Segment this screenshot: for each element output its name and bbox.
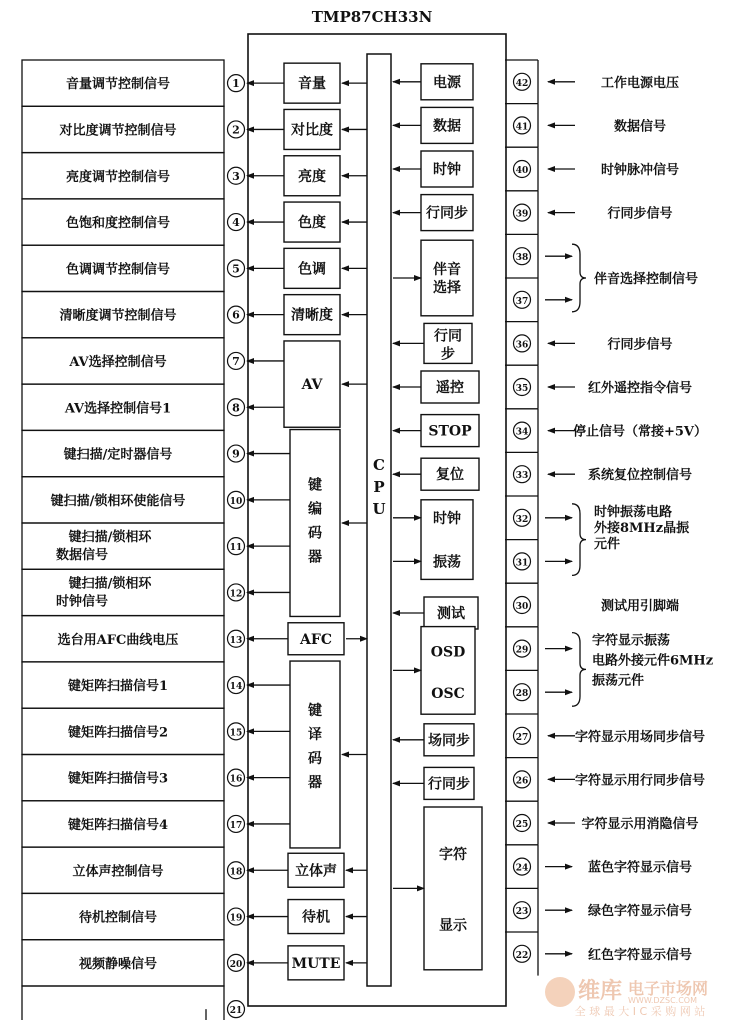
pin-number-31 [514,553,531,570]
block-stereo-label: 立体声 [295,863,337,880]
cpu-bus [367,54,391,986]
pin-number-35-number: 35 [515,384,529,394]
pin-number-36 [514,335,531,352]
group-label-29-28-line3: 振荡元件 [592,673,645,689]
pin-number-34-number: 34 [515,427,529,438]
block-key-decoder-char: 译 [308,727,322,744]
pin-number-36-number: 36 [515,340,529,351]
block-av-label: AV [301,377,323,394]
pin-number-24-number: 24 [515,863,529,874]
left-pin-21 [22,986,245,1020]
watermark-logo-icon [545,977,575,1007]
pin-label-line2: 时钟信号 [55,594,109,610]
chip-name: TMP87CH33N [311,8,433,26]
pin-number-42 [514,73,531,90]
pin-label: 立体声控制信号 [72,864,164,880]
pin-label: 红色字符显示信号 [587,947,693,963]
pin-number-39-number: 39 [515,209,529,220]
right-pin-37 [505,278,572,322]
right-pin-40 [505,147,679,191]
block-key-encoder-char: 码 [308,525,322,542]
pin-number-41-number: 41 [515,122,529,133]
pin-number-16 [228,769,245,786]
pin-number-11 [228,538,245,555]
pin-number-4-number: 4 [232,216,240,230]
pin-number-14 [228,677,245,694]
pin-number-2 [228,121,245,138]
brace-38-37 [572,244,586,312]
block-saturation-label: 色度 [298,215,326,232]
pin-label: 清晰度调节控制信号 [59,308,177,324]
block-sharpness-label: 清晰度 [291,307,333,324]
left-pin-13 [22,616,290,662]
block-brightness-label: 亮度 [298,168,326,185]
pin-number-26 [514,771,531,788]
pin-number-7-number: 7 [232,354,240,368]
pin-label: 字符显示用消隐信号 [581,817,699,832]
pin-number-38 [514,248,531,265]
left-pin-2 [22,106,290,152]
pin-label: 行同步信号 [607,206,673,222]
pin-label: 键矩阵扫描信号2 [67,725,169,741]
right-pin-25 [505,801,699,845]
pin-label: 键扫描/锁相环 [68,530,152,546]
block-char-display-line1: 字符 [439,847,467,863]
right-pin-23 [505,888,692,932]
pin-label: 音量调节控制信号 [65,77,171,93]
pin-number-3-number: 3 [232,169,240,183]
right-pin-31 [505,540,572,584]
pin-label: 行同步信号 [607,337,673,353]
block-hsync1-label: 行同步 [426,205,468,222]
block-test-label: 测试 [437,606,465,622]
pin-number-40-number: 40 [515,166,529,176]
block-hue-label: 色调 [298,261,326,278]
pin-number-10 [228,491,245,508]
pin-label: 时钟脉冲信号 [600,163,680,178]
right-pin-35 [505,365,692,409]
pin-label: AV选择控制信号1 [64,401,172,417]
left-pin-14 [22,662,290,708]
pin-label: 测试用引脚端 [600,599,680,614]
pin-number-28-number: 28 [515,689,529,700]
pin-label: 字符显示用行同步信号 [574,773,706,789]
block-audio-select-line1: 伴音 [433,262,461,278]
pin-number-9 [228,445,245,462]
block-hsync2-line1: 行同 [434,328,462,345]
pin-label: 视频静噪信号 [78,956,158,972]
pin-number-42-number: 42 [515,78,529,89]
block-char-display-line2: 显示 [439,917,467,934]
block-afc-label: AFC [300,631,332,648]
pin-label: 选台用AFC曲线电压 [57,632,179,648]
pin-number-19 [228,908,245,925]
block-mute-label: MUTE [291,955,341,972]
left-pin-10 [22,477,290,523]
right-pin-24 [505,845,692,889]
pin-number-25 [514,815,531,832]
pin-number-21 [228,1001,245,1018]
cpu-label-u: U [372,500,386,518]
left-pin-5 [22,245,290,291]
block-key-encoder [290,430,340,617]
block-key-decoder-char: 键 [308,703,322,720]
pin-label: 键扫描/锁相环 [68,576,152,592]
pin-number-4 [228,214,245,231]
right-pin-30 [505,583,679,627]
block-oscillator-line1: 时钟 [433,510,461,527]
pin-number-25-number: 25 [515,820,529,830]
left-pin-12 [22,569,290,615]
group-label-38-37: 伴音选择控制信号 [594,272,699,287]
left-pin-1 [22,60,290,106]
pin-number-29-number: 29 [515,645,529,656]
left-pin-8 [22,384,290,430]
block-osc-label: OSC [431,686,465,703]
pin-number-41 [514,117,531,134]
pin-number-37-number: 37 [515,296,529,307]
cpu-label-c: C [373,456,385,474]
pin-number-28 [514,684,531,701]
pin-number-15 [228,723,245,740]
block-standby-label: 待机 [302,909,330,926]
group-label-29-28-line2: 电路外接元件6MHz [592,653,714,669]
block-hsync2-line2: 步 [441,346,455,363]
pin-number-27 [514,727,531,744]
pin-number-39 [514,204,531,221]
pin-label: 停止信号（常接+5V） [572,424,708,440]
left-pin-3 [22,153,290,199]
group-label-32-31-line2: 外接8MHz晶振 [594,520,690,536]
pin-number-5-number: 5 [232,262,240,276]
pin-label: 绿色字符显示信号 [587,904,693,920]
pin-label: 色饱和度控制信号 [65,216,171,232]
pin-number-13 [228,630,245,647]
left-pin-19 [22,893,290,939]
pin-number-6 [228,306,245,323]
group-label-32-31-line3: 元件 [594,536,621,552]
right-pin-26 [505,758,705,802]
pin-label: 键矩阵扫描信号1 [67,679,169,695]
pin-number-14-number: 14 [229,682,243,693]
pin-number-34 [514,422,531,439]
pin-number-1 [228,75,245,92]
block-vsync_osd-label: 场同步 [428,732,470,749]
pin-label: 键矩阵扫描信号4 [67,817,169,833]
pin-number-35 [514,379,531,396]
pin-number-23 [514,902,531,919]
watermark-brand-suffix: 电子市场网 [628,979,709,998]
pin-number-2-number: 2 [232,123,240,137]
block-hsync_osd-label: 行同步 [428,776,470,793]
pin-number-13-number: 13 [229,635,243,646]
pin-number-9-number: 9 [232,447,240,461]
pin-number-6-number: 6 [232,308,240,322]
pin-label: 红外遥控指令信号 [587,381,693,396]
block-volume-label: 音量 [298,76,326,93]
pin-label: 键扫描/锁相环使能信号 [50,493,186,509]
pin-number-20 [228,954,245,971]
left-pin-16 [22,755,290,801]
block-osd-label: OSD [430,644,466,661]
right-pin-34 [505,409,707,453]
pin-number-23-number: 23 [515,907,529,918]
block-remote-label: 遥控 [436,380,464,396]
right-pin-41 [505,104,666,148]
right-pin-39 [505,191,673,235]
right-pin-36 [505,322,673,366]
cpu-label-p: P [373,478,385,496]
left-pin-6 [22,292,290,338]
pin-number-8 [228,399,245,416]
pin-number-18 [228,862,245,879]
pin-number-24 [514,858,531,875]
block-power-label: 电源 [433,74,461,91]
pin-number-26-number: 26 [515,776,529,787]
group-label-29-28-line1: 字符显示振荡 [592,633,671,649]
pin-label: 亮度调节控制信号 [65,169,171,185]
block-data-label: 数据 [433,118,461,135]
pin-label: 对比度调节控制信号 [59,123,177,139]
pin-number-17 [228,815,245,832]
pin-number-30-number: 30 [515,602,529,612]
pin-label: 待机控制信号 [78,910,158,926]
pin-number-17-number: 17 [229,820,243,831]
pin-number-22-number: 22 [515,950,529,961]
pin-label-box [22,986,224,1020]
left-pin-4 [22,199,290,245]
group-label-32-31-line1: 时钟振荡电路 [594,504,673,520]
watermark [545,977,708,1018]
pin-number-32-number: 32 [515,514,529,525]
left-pin-17 [22,801,290,847]
pin-number-15-number: 15 [229,728,243,739]
block-char-display [424,807,482,970]
block-clock-label: 时钟 [433,162,461,178]
left-pin-11 [22,523,290,569]
pin-number-16-number: 16 [229,774,243,785]
pin-number-30 [514,597,531,614]
pin-number-40 [514,161,531,178]
pin-number-12-number: 12 [229,589,243,600]
pin-number-8-number: 8 [232,401,240,415]
right-pin-27 [505,714,705,758]
pin-number-1-number: 1 [232,77,240,91]
block-stop-label: STOP [428,423,472,440]
pin-label: 字符显示用场同步信号 [574,729,706,745]
brace-29-28 [572,633,586,707]
right-pin-28 [505,670,572,714]
block-key-encoder-char: 器 [308,549,322,566]
pin-number-38-number: 38 [515,253,529,264]
block-audio-select-line2: 选择 [433,280,461,296]
left-pin-9 [22,430,290,476]
pin-number-11-number: 11 [229,543,243,554]
block-key-encoder-char: 编 [308,501,322,518]
block-key-decoder-char: 码 [308,751,322,768]
block-reset-label: 复位 [436,467,464,484]
pin-number-31-number: 31 [515,558,529,569]
right-pin-29 [505,627,572,671]
pin-number-3 [228,167,245,184]
right-pin-42 [505,60,679,104]
pin-label: 蓝色字符显示信号 [587,860,693,876]
left-pin-15 [22,708,290,754]
watermark-brand: 维库 [578,979,623,1004]
pin-label: 系统复位控制信号 [587,468,693,484]
pin-number-33-number: 33 [515,471,529,482]
pin-number-10-number: 10 [229,496,243,507]
pin-label: 键扫描/定时器信号 [63,447,173,463]
pin-number-22 [514,945,531,962]
pin-label: 工作电源电压 [600,75,680,91]
left-pin-20 [22,940,290,986]
pin-label: AV选择控制信号 [69,354,167,370]
pin-number-33 [514,466,531,483]
watermark-url: WWW.DZSC.COM [628,996,697,1005]
pin-number-20-number: 20 [229,959,243,970]
watermark-slogan: 全 球 最 大 I C 采 购 网 站 [574,1005,706,1018]
right-pin-22 [505,932,692,976]
pin-label: 色调调节控制信号 [65,262,171,278]
pin-number-19-number: 19 [229,913,243,924]
left-pin-18 [22,847,290,893]
right-pin-38 [505,234,572,278]
pin-number-12 [228,584,245,601]
pin-number-18-number: 18 [229,867,243,878]
right-pin-33 [505,452,692,496]
block-contrast-label: 对比度 [291,122,333,139]
block-audio-select [421,240,473,316]
pin-number-29 [514,640,531,657]
block-key-encoder-char: 键 [308,477,322,494]
pin-label: 键矩阵扫描信号3 [67,771,169,787]
pin-number-27-number: 27 [515,732,529,743]
pin-number-32 [514,509,531,526]
pin-number-5 [228,260,245,277]
pin-label-line2: 数据信号 [55,548,109,564]
block-key-decoder-char: 器 [308,775,322,792]
right-pin-32 [505,496,572,540]
block-oscillator-line2: 振荡 [433,554,461,571]
ground-icon [190,1009,222,1020]
pin-label: 数据信号 [613,119,667,135]
pin-number-37 [514,291,531,308]
pin-number-21-number: 21 [229,1006,243,1017]
brace-32-31 [572,504,586,576]
pin-number-7 [228,352,245,369]
left-pin-7 [22,338,290,384]
